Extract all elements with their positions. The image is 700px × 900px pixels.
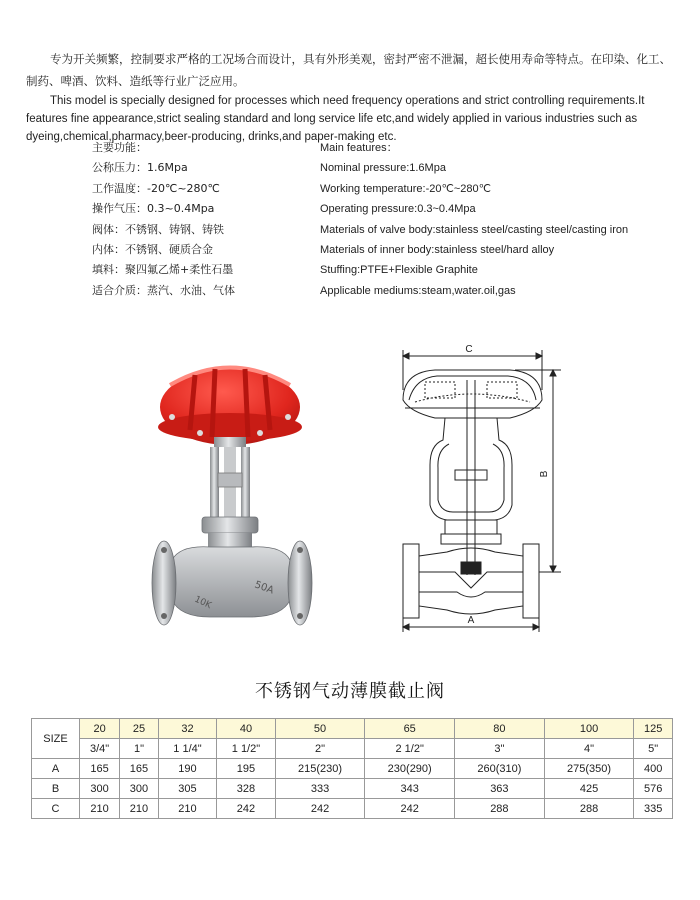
table-cell: 300: [120, 779, 159, 799]
table-cell-nominal: 80: [455, 719, 545, 739]
feature-row: [92, 240, 682, 260]
body-marking-size: 50A: [252, 579, 276, 597]
valve-photo: [150, 355, 320, 640]
feature-row: [92, 158, 682, 178]
table-cell: 400: [634, 759, 673, 779]
table-row-c: [32, 799, 673, 819]
feature-cn: 操作气压：0.3~0.4Mpa: [92, 202, 215, 216]
feature-cn: 公称压力：1.6Mpa: [92, 161, 188, 175]
table-cell-nominal: 65: [365, 719, 455, 739]
feature-cn: 填料：聚四氟乙烯+柔性石墨: [92, 263, 234, 277]
feature-en: Applicable mediums:steam,water.oil,gas: [320, 284, 516, 297]
feature-en: Operating pressure:0.3~0.4Mpa: [320, 203, 476, 216]
table-cell-nominal: 25: [120, 719, 159, 739]
dimension-label-c: C: [465, 344, 473, 355]
feature-row: [92, 179, 682, 199]
table-cell-nominal: 125: [634, 719, 673, 739]
table-row-label: B: [32, 779, 80, 799]
table-cell: 305: [158, 779, 216, 799]
table-cell-inch: 1 1/2": [217, 739, 275, 759]
table-row-label: A: [32, 759, 80, 779]
table-cell-nominal: 20: [80, 719, 120, 739]
table-row-label: C: [32, 799, 80, 819]
feature-row: [92, 138, 682, 158]
table-cell: 275(350): [544, 759, 634, 779]
table-cell: 242: [275, 799, 365, 819]
features-list: [92, 138, 682, 301]
table-cell: 215(230): [275, 759, 365, 779]
size-label: SIZE: [32, 719, 80, 759]
table-cell-nominal: 50: [275, 719, 365, 739]
table-row-inch: [32, 739, 673, 759]
table-row-a: [32, 759, 673, 779]
feature-row: [92, 220, 682, 240]
table-cell: 242: [217, 799, 275, 819]
table-cell: 288: [455, 799, 545, 819]
table-cell-inch: 2 1/2": [365, 739, 455, 759]
intro-chinese: 专为开关频繁，控制要求严格的工况场合而设计，具有外形美观，密封严密不泄漏，超长使用寿命等特点。在印染、化工、制药、啤酒、饮料、造纸等行业广泛应用。: [26, 51, 671, 88]
feature-en: Materials of inner body:stainless steel/hard alloy: [320, 243, 555, 256]
feature-en: Stuffing:PTFE+Flexible Graphite: [320, 264, 478, 277]
table-cell: 165: [80, 759, 120, 779]
feature-cn: 阀体：不锈钢、铸钢、铸铁: [92, 222, 224, 236]
table-cell: 343: [365, 779, 455, 799]
body-marking-pressure: 10K: [192, 594, 213, 612]
dimension-label-a: A: [467, 615, 475, 626]
feature-cn: 主要功能：: [92, 141, 147, 154]
table-row-b: [32, 779, 673, 799]
valve-dimension-drawing: [375, 340, 565, 635]
table-cell: 190: [158, 759, 216, 779]
intro-english: This model is specially designed for processes which need frequency operations and strict controlling requirements.It features fine appearance,strict sealing standard and long service life etc,and widely applied in various industries such as dyeing,chemical,pharmacy,beer-producing, drinks,and paper-making etc.: [26, 94, 645, 143]
feature-en: Working temperature:-20℃~280℃: [320, 182, 491, 195]
product-title: 不锈钢气动薄膜截止阀: [255, 681, 445, 702]
table-cell-nominal: 32: [158, 719, 216, 739]
table-cell: 230(290): [365, 759, 455, 779]
table-cell: 576: [634, 779, 673, 799]
table-cell-inch: 3": [455, 739, 545, 759]
table-cell: 300: [80, 779, 120, 799]
table-cell: 195: [217, 759, 275, 779]
feature-cn: 适合介质：蒸汽、水油、气体: [92, 283, 235, 297]
feature-row: [92, 199, 682, 219]
table-cell-inch: 4": [544, 739, 634, 759]
feature-cn: 工作温度：-20℃~280℃: [92, 181, 220, 195]
feature-en: Nominal pressure:1.6Mpa: [320, 162, 446, 175]
table-cell: 425: [544, 779, 634, 799]
table-cell: 363: [455, 779, 545, 799]
feature-row: [92, 260, 682, 280]
table-cell: 210: [80, 799, 120, 819]
table-cell-inch: 3/4": [80, 739, 120, 759]
table-cell: 335: [634, 799, 673, 819]
table-cell-inch: 5": [634, 739, 673, 759]
table-cell-inch: 1": [120, 739, 159, 759]
table-cell: 328: [217, 779, 275, 799]
feature-row: [92, 281, 682, 301]
table-cell: 260(310): [455, 759, 545, 779]
feature-en: Materials of valve body:stainless steel/casting steel/casting iron: [320, 223, 629, 236]
table-cell: 210: [120, 799, 159, 819]
feature-cn: 内体：不锈钢、硬质合金: [92, 242, 213, 256]
dimension-label-b: B: [539, 470, 550, 478]
dimension-table: [31, 718, 673, 819]
table-cell: 210: [158, 799, 216, 819]
table-cell: 242: [365, 799, 455, 819]
table-cell-inch: 1 1/4": [158, 739, 216, 759]
feature-en: Main features：: [320, 142, 398, 154]
table-cell-nominal: 100: [544, 719, 634, 739]
table-cell-nominal: 40: [217, 719, 275, 739]
table-cell: 165: [120, 759, 159, 779]
table-cell: 333: [275, 779, 365, 799]
table-cell-inch: 2": [275, 739, 365, 759]
table-cell: 288: [544, 799, 634, 819]
table-row-nominal: [32, 719, 673, 739]
